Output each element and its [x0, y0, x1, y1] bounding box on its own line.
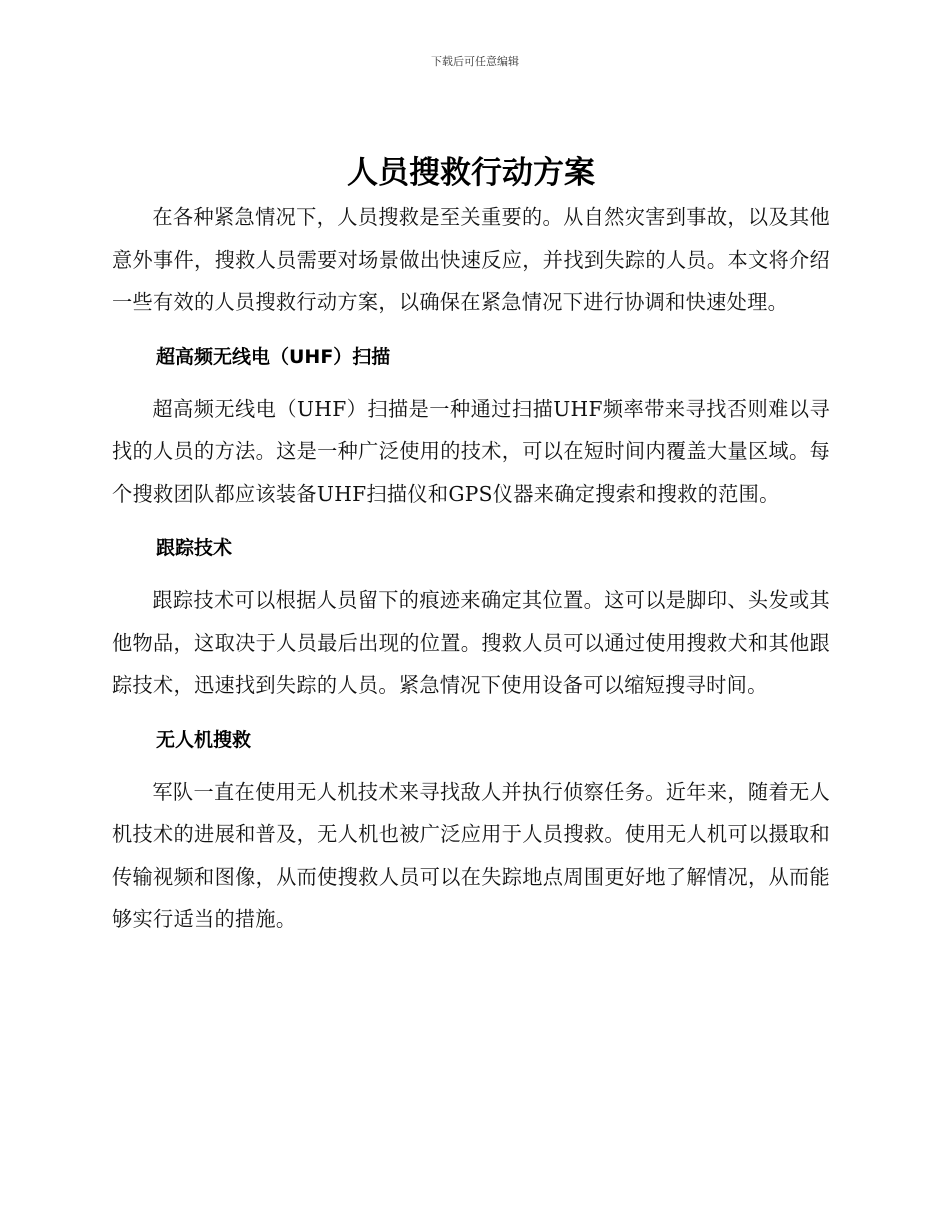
section-heading-tracking: 跟踪技术: [156, 537, 233, 559]
section-heading-drone: 无人机搜救: [156, 728, 252, 751]
header-note: 下载后可任意编辑: [431, 55, 519, 68]
section-body-drone: 军队一直在使用无人机技术来寻找敌人并执行侦察任务。近年来，随着无人机技术的进展和普及，无人机也被广泛应用于人员搜救。使用无人机可以摄取和传输视频和图像，从而使搜救人员可以在失踪地点周围更好地了解情况，从而能够实行适当的措施。: [112, 779, 830, 931]
section-body-tracking: 跟踪技术可以根据人员留下的痕迹来确定其位置。这可以是脚印、头发或其他物品，这取决于人员最后出现的位置。搜救人员可以通过使用搜救犬和其他跟踪技术，迅速找到失踪的人员。紧急情况下使用设备可以缩短搜寻时间。: [112, 588, 830, 697]
document-title: 人员搜救行动方案: [347, 155, 595, 191]
section-body-uhf: 超高频无线电（UHF）扫描是一种通过扫描UHF频率带来寻找否则难以寻找的人员的方法。这是一种广泛使用的技术，可以在短时间内覆盖大量区域。每个搜救团队都应该装备UHF扫描仪和GPS仪器来确定搜索和搜救的范围。: [112, 396, 830, 506]
section-heading-uhf: 超高频无线电（UHF）扫描: [156, 345, 391, 368]
intro-paragraph: 在各种紧急情况下，人员搜救是至关重要的。从自然灾害到事故，以及其他意外事件，搜救人员需要对场景做出快速反应，并找到失踪的人员。本文将介绍一些有效的人员搜救行动方案，以确保在紧急情况下进行协调和快速处理。: [112, 205, 830, 314]
document-body: [112, 150, 830, 941]
